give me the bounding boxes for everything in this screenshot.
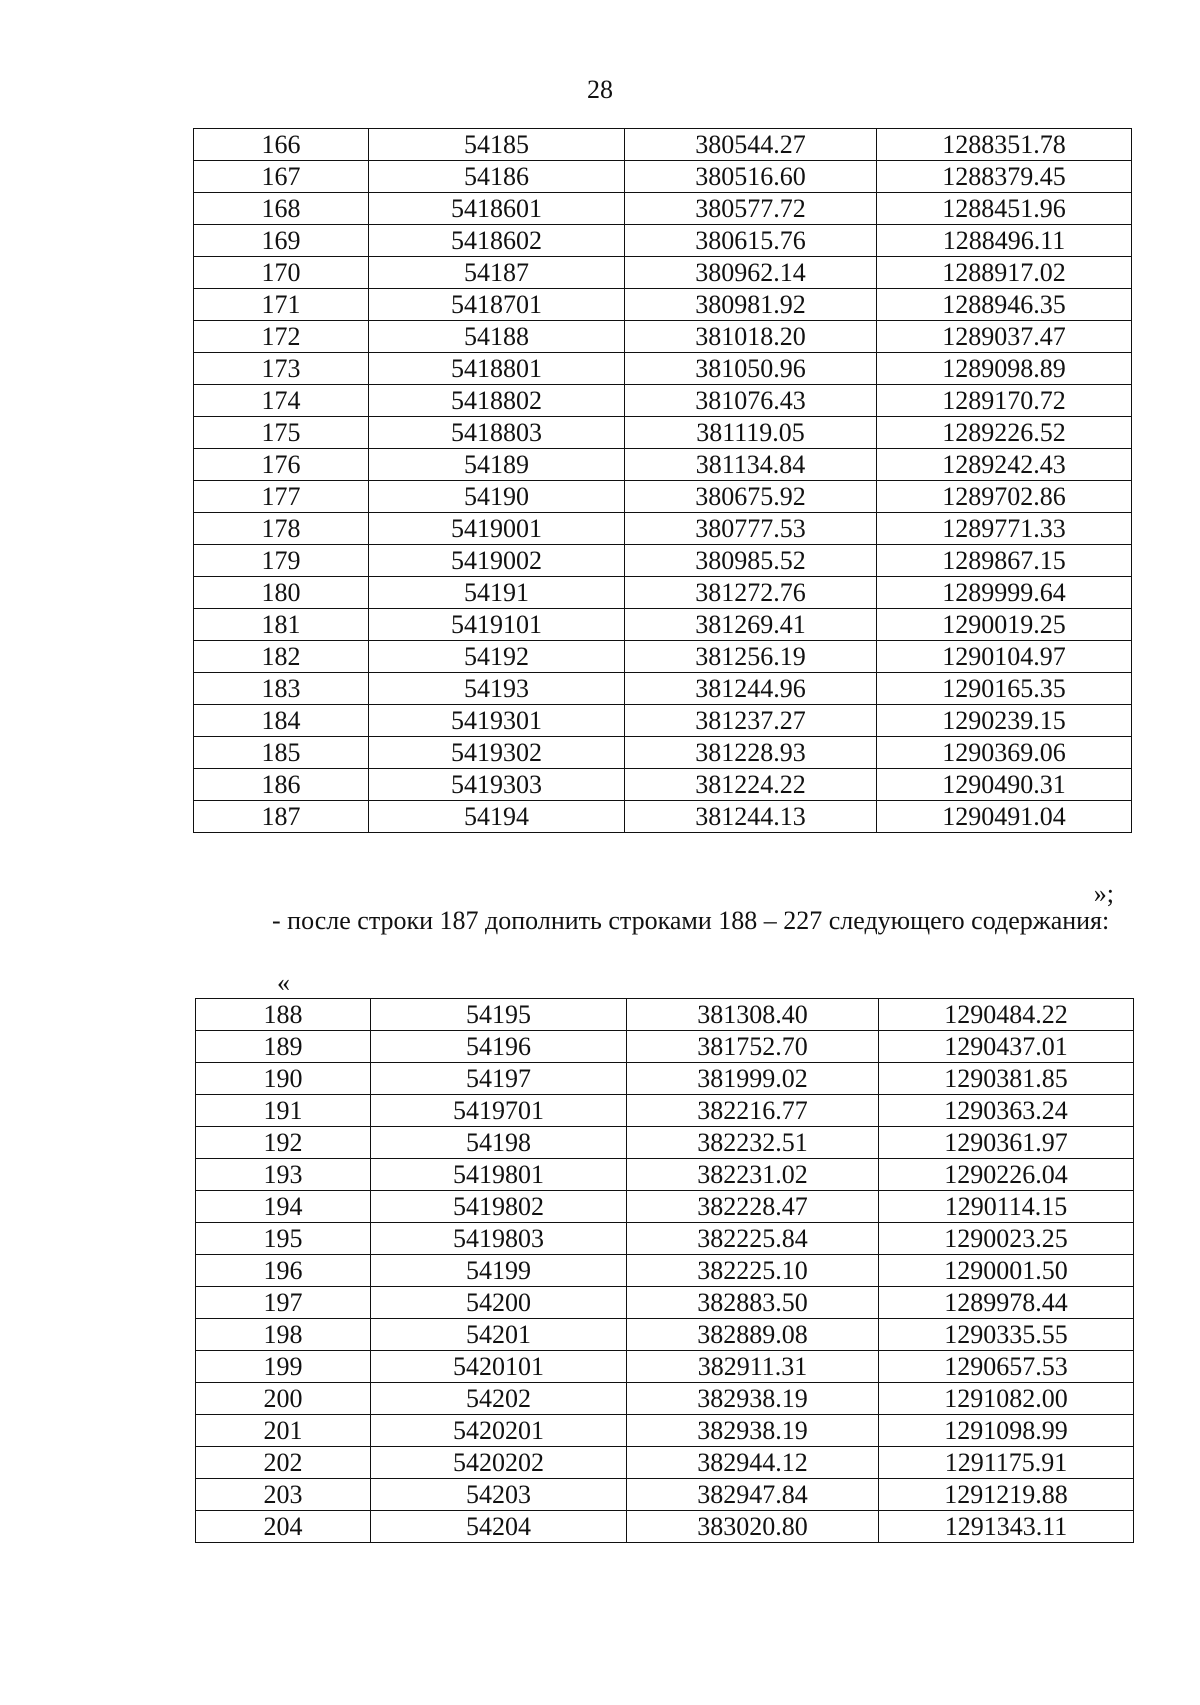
x-coordinate-cell: 380516.60 bbox=[625, 161, 877, 193]
table-row bbox=[194, 321, 1132, 353]
y-coordinate-cell: 1291082.00 bbox=[879, 1383, 1134, 1415]
y-coordinate-cell: 1291098.99 bbox=[879, 1415, 1134, 1447]
point-id-cell: 54191 bbox=[369, 577, 625, 609]
x-coordinate-cell: 381076.43 bbox=[625, 385, 877, 417]
row-number-cell: 171 bbox=[194, 289, 369, 321]
y-coordinate-cell: 1290369.06 bbox=[877, 737, 1132, 769]
x-coordinate-cell: 381228.93 bbox=[625, 737, 877, 769]
y-coordinate-cell: 1290239.15 bbox=[877, 705, 1132, 737]
row-number-cell: 174 bbox=[194, 385, 369, 417]
row-number-cell: 186 bbox=[194, 769, 369, 801]
table-row bbox=[196, 1287, 1134, 1319]
point-id-cell: 54188 bbox=[369, 321, 625, 353]
point-id-cell: 54199 bbox=[371, 1255, 627, 1287]
table-row bbox=[194, 513, 1132, 545]
table-row bbox=[194, 801, 1132, 833]
row-number-cell: 166 bbox=[194, 129, 369, 161]
x-coordinate-cell: 381272.76 bbox=[625, 577, 877, 609]
row-number-cell: 201 bbox=[196, 1415, 371, 1447]
table-row bbox=[194, 705, 1132, 737]
x-coordinate-cell: 381237.27 bbox=[625, 705, 877, 737]
y-coordinate-cell: 1288451.96 bbox=[877, 193, 1132, 225]
table-row bbox=[196, 1447, 1134, 1479]
table-row bbox=[196, 1063, 1134, 1095]
point-id-cell: 54186 bbox=[369, 161, 625, 193]
point-id-cell: 54198 bbox=[371, 1127, 627, 1159]
point-id-cell: 54189 bbox=[369, 449, 625, 481]
x-coordinate-cell: 380577.72 bbox=[625, 193, 877, 225]
row-number-cell: 195 bbox=[196, 1223, 371, 1255]
row-number-cell: 179 bbox=[194, 545, 369, 577]
point-id-cell: 54202 bbox=[371, 1383, 627, 1415]
point-id-cell: 54201 bbox=[371, 1319, 627, 1351]
table-row bbox=[196, 1031, 1134, 1063]
table-row bbox=[196, 1511, 1134, 1543]
y-coordinate-cell: 1290335.55 bbox=[879, 1319, 1134, 1351]
point-id-cell: 5419701 bbox=[371, 1095, 627, 1127]
y-coordinate-cell: 1291219.88 bbox=[879, 1479, 1134, 1511]
y-coordinate-cell: 1290019.25 bbox=[877, 609, 1132, 641]
y-coordinate-cell: 1290104.97 bbox=[877, 641, 1132, 673]
y-coordinate-cell: 1291343.11 bbox=[879, 1511, 1134, 1543]
row-number-cell: 178 bbox=[194, 513, 369, 545]
coordinates-table-2-body bbox=[196, 999, 1134, 1543]
row-number-cell: 189 bbox=[196, 1031, 371, 1063]
row-number-cell: 203 bbox=[196, 1479, 371, 1511]
table-row bbox=[194, 385, 1132, 417]
y-coordinate-cell: 1290491.04 bbox=[877, 801, 1132, 833]
row-number-cell: 193 bbox=[196, 1159, 371, 1191]
x-coordinate-cell: 383020.80 bbox=[627, 1511, 879, 1543]
row-number-cell: 167 bbox=[194, 161, 369, 193]
y-coordinate-cell: 1288379.45 bbox=[877, 161, 1132, 193]
table-row bbox=[196, 1415, 1134, 1447]
point-id-cell: 5419302 bbox=[369, 737, 625, 769]
point-id-cell: 5418601 bbox=[369, 193, 625, 225]
row-number-cell: 180 bbox=[194, 577, 369, 609]
row-number-cell: 177 bbox=[194, 481, 369, 513]
table-row bbox=[196, 1479, 1134, 1511]
row-number-cell: 204 bbox=[196, 1511, 371, 1543]
y-coordinate-cell: 1289037.47 bbox=[877, 321, 1132, 353]
y-coordinate-cell: 1290363.24 bbox=[879, 1095, 1134, 1127]
x-coordinate-cell: 380544.27 bbox=[625, 129, 877, 161]
table-row bbox=[196, 1383, 1134, 1415]
y-coordinate-cell: 1291175.91 bbox=[879, 1447, 1134, 1479]
y-coordinate-cell: 1290001.50 bbox=[879, 1255, 1134, 1287]
x-coordinate-cell: 381224.22 bbox=[625, 769, 877, 801]
row-number-cell: 194 bbox=[196, 1191, 371, 1223]
row-number-cell: 190 bbox=[196, 1063, 371, 1095]
x-coordinate-cell: 381119.05 bbox=[625, 417, 877, 449]
x-coordinate-cell: 381018.20 bbox=[625, 321, 877, 353]
coordinates-table-2 bbox=[195, 998, 1134, 1543]
x-coordinate-cell: 382947.84 bbox=[627, 1479, 879, 1511]
table-row bbox=[196, 1159, 1134, 1191]
y-coordinate-cell: 1290023.25 bbox=[879, 1223, 1134, 1255]
x-coordinate-cell: 382911.31 bbox=[627, 1351, 879, 1383]
row-number-cell: 188 bbox=[196, 999, 371, 1031]
x-coordinate-cell: 382228.47 bbox=[627, 1191, 879, 1223]
row-number-cell: 175 bbox=[194, 417, 369, 449]
table-row bbox=[196, 1351, 1134, 1383]
x-coordinate-cell: 381999.02 bbox=[627, 1063, 879, 1095]
y-coordinate-cell: 1290361.97 bbox=[879, 1127, 1134, 1159]
y-coordinate-cell: 1289999.64 bbox=[877, 577, 1132, 609]
coordinates-table-1 bbox=[193, 128, 1132, 833]
table-row bbox=[194, 545, 1132, 577]
row-number-cell: 187 bbox=[194, 801, 369, 833]
point-id-cell: 54204 bbox=[371, 1511, 627, 1543]
x-coordinate-cell: 380962.14 bbox=[625, 257, 877, 289]
table-row bbox=[194, 737, 1132, 769]
y-coordinate-cell: 1290226.04 bbox=[879, 1159, 1134, 1191]
point-id-cell: 5418802 bbox=[369, 385, 625, 417]
y-coordinate-cell: 1289170.72 bbox=[877, 385, 1132, 417]
x-coordinate-cell: 381134.84 bbox=[625, 449, 877, 481]
y-coordinate-cell: 1290114.15 bbox=[879, 1191, 1134, 1223]
row-number-cell: 192 bbox=[196, 1127, 371, 1159]
y-coordinate-cell: 1288917.02 bbox=[877, 257, 1132, 289]
row-number-cell: 182 bbox=[194, 641, 369, 673]
y-coordinate-cell: 1289242.43 bbox=[877, 449, 1132, 481]
row-number-cell: 200 bbox=[196, 1383, 371, 1415]
opening-quote: « bbox=[277, 968, 290, 997]
table-row bbox=[194, 673, 1132, 705]
point-id-cell: 5419303 bbox=[369, 769, 625, 801]
row-number-cell: 168 bbox=[194, 193, 369, 225]
y-coordinate-cell: 1288946.35 bbox=[877, 289, 1132, 321]
point-id-cell: 54203 bbox=[371, 1479, 627, 1511]
x-coordinate-cell: 382216.77 bbox=[627, 1095, 879, 1127]
row-number-cell: 185 bbox=[194, 737, 369, 769]
y-coordinate-cell: 1288351.78 bbox=[877, 129, 1132, 161]
point-id-cell: 54192 bbox=[369, 641, 625, 673]
x-coordinate-cell: 381050.96 bbox=[625, 353, 877, 385]
table-row bbox=[194, 641, 1132, 673]
point-id-cell: 5419002 bbox=[369, 545, 625, 577]
table-row bbox=[196, 1095, 1134, 1127]
point-id-cell: 5419803 bbox=[371, 1223, 627, 1255]
x-coordinate-cell: 380675.92 bbox=[625, 481, 877, 513]
point-id-cell: 54200 bbox=[371, 1287, 627, 1319]
x-coordinate-cell: 382225.10 bbox=[627, 1255, 879, 1287]
point-id-cell: 5419101 bbox=[369, 609, 625, 641]
table-row bbox=[196, 1127, 1134, 1159]
x-coordinate-cell: 382938.19 bbox=[627, 1383, 879, 1415]
point-id-cell: 54185 bbox=[369, 129, 625, 161]
table-row bbox=[194, 289, 1132, 321]
x-coordinate-cell: 382232.51 bbox=[627, 1127, 879, 1159]
point-id-cell: 54197 bbox=[371, 1063, 627, 1095]
point-id-cell: 5419001 bbox=[369, 513, 625, 545]
x-coordinate-cell: 382231.02 bbox=[627, 1159, 879, 1191]
point-id-cell: 54190 bbox=[369, 481, 625, 513]
row-number-cell: 184 bbox=[194, 705, 369, 737]
x-coordinate-cell: 381308.40 bbox=[627, 999, 879, 1031]
point-id-cell: 5418602 bbox=[369, 225, 625, 257]
x-coordinate-cell: 380981.92 bbox=[625, 289, 877, 321]
point-id-cell: 54196 bbox=[371, 1031, 627, 1063]
x-coordinate-cell: 382225.84 bbox=[627, 1223, 879, 1255]
point-id-cell: 54187 bbox=[369, 257, 625, 289]
x-coordinate-cell: 380615.76 bbox=[625, 225, 877, 257]
table-row bbox=[194, 449, 1132, 481]
y-coordinate-cell: 1290165.35 bbox=[877, 673, 1132, 705]
table-row bbox=[194, 257, 1132, 289]
x-coordinate-cell: 381752.70 bbox=[627, 1031, 879, 1063]
table-row bbox=[194, 481, 1132, 513]
x-coordinate-cell: 382883.50 bbox=[627, 1287, 879, 1319]
table-row bbox=[194, 577, 1132, 609]
row-number-cell: 183 bbox=[194, 673, 369, 705]
point-id-cell: 5419802 bbox=[371, 1191, 627, 1223]
row-number-cell: 170 bbox=[194, 257, 369, 289]
point-id-cell: 5418701 bbox=[369, 289, 625, 321]
table-row bbox=[194, 161, 1132, 193]
y-coordinate-cell: 1289226.52 bbox=[877, 417, 1132, 449]
page-number: 28 bbox=[587, 75, 613, 104]
row-number-cell: 181 bbox=[194, 609, 369, 641]
table-row bbox=[196, 1319, 1134, 1351]
point-id-cell: 54193 bbox=[369, 673, 625, 705]
table-row bbox=[194, 225, 1132, 257]
table-row bbox=[194, 609, 1132, 641]
point-id-cell: 5419801 bbox=[371, 1159, 627, 1191]
point-id-cell: 5420101 bbox=[371, 1351, 627, 1383]
point-id-cell: 5418803 bbox=[369, 417, 625, 449]
table-row bbox=[194, 353, 1132, 385]
table-row bbox=[196, 1255, 1134, 1287]
y-coordinate-cell: 1289771.33 bbox=[877, 513, 1132, 545]
y-coordinate-cell: 1290381.85 bbox=[879, 1063, 1134, 1095]
point-id-cell: 54194 bbox=[369, 801, 625, 833]
coordinates-table-1-body bbox=[194, 129, 1132, 833]
row-number-cell: 202 bbox=[196, 1447, 371, 1479]
x-coordinate-cell: 380777.53 bbox=[625, 513, 877, 545]
point-id-cell: 5418801 bbox=[369, 353, 625, 385]
point-id-cell: 5419301 bbox=[369, 705, 625, 737]
table-row bbox=[194, 129, 1132, 161]
x-coordinate-cell: 381256.19 bbox=[625, 641, 877, 673]
row-number-cell: 169 bbox=[194, 225, 369, 257]
x-coordinate-cell: 381269.41 bbox=[625, 609, 877, 641]
y-coordinate-cell: 1290484.22 bbox=[879, 999, 1134, 1031]
y-coordinate-cell: 1289978.44 bbox=[879, 1287, 1134, 1319]
row-number-cell: 172 bbox=[194, 321, 369, 353]
y-coordinate-cell: 1289098.89 bbox=[877, 353, 1132, 385]
x-coordinate-cell: 382944.12 bbox=[627, 1447, 879, 1479]
row-number-cell: 199 bbox=[196, 1351, 371, 1383]
y-coordinate-cell: 1290657.53 bbox=[879, 1351, 1134, 1383]
point-id-cell: 5420201 bbox=[371, 1415, 627, 1447]
table-row bbox=[194, 417, 1132, 449]
y-coordinate-cell: 1290490.31 bbox=[877, 769, 1132, 801]
row-number-cell: 198 bbox=[196, 1319, 371, 1351]
x-coordinate-cell: 382889.08 bbox=[627, 1319, 879, 1351]
table-row bbox=[196, 999, 1134, 1031]
y-coordinate-cell: 1288496.11 bbox=[877, 225, 1132, 257]
point-id-cell: 5420202 bbox=[371, 1447, 627, 1479]
row-number-cell: 196 bbox=[196, 1255, 371, 1287]
table-row bbox=[196, 1223, 1134, 1255]
row-number-cell: 191 bbox=[196, 1095, 371, 1127]
row-number-cell: 197 bbox=[196, 1287, 371, 1319]
row-number-cell: 173 bbox=[194, 353, 369, 385]
closing-quote: »; bbox=[1093, 879, 1114, 908]
point-id-cell: 54195 bbox=[371, 999, 627, 1031]
x-coordinate-cell: 380985.52 bbox=[625, 545, 877, 577]
amendment-instruction: - после строки 187 дополнить строками 188 – 227 следующего содержания: bbox=[272, 906, 1110, 935]
x-coordinate-cell: 381244.96 bbox=[625, 673, 877, 705]
y-coordinate-cell: 1290437.01 bbox=[879, 1031, 1134, 1063]
table-row bbox=[196, 1191, 1134, 1223]
table-row bbox=[194, 193, 1132, 225]
x-coordinate-cell: 382938.19 bbox=[627, 1415, 879, 1447]
y-coordinate-cell: 1289867.15 bbox=[877, 545, 1132, 577]
row-number-cell: 176 bbox=[194, 449, 369, 481]
y-coordinate-cell: 1289702.86 bbox=[877, 481, 1132, 513]
table-row bbox=[194, 769, 1132, 801]
x-coordinate-cell: 381244.13 bbox=[625, 801, 877, 833]
